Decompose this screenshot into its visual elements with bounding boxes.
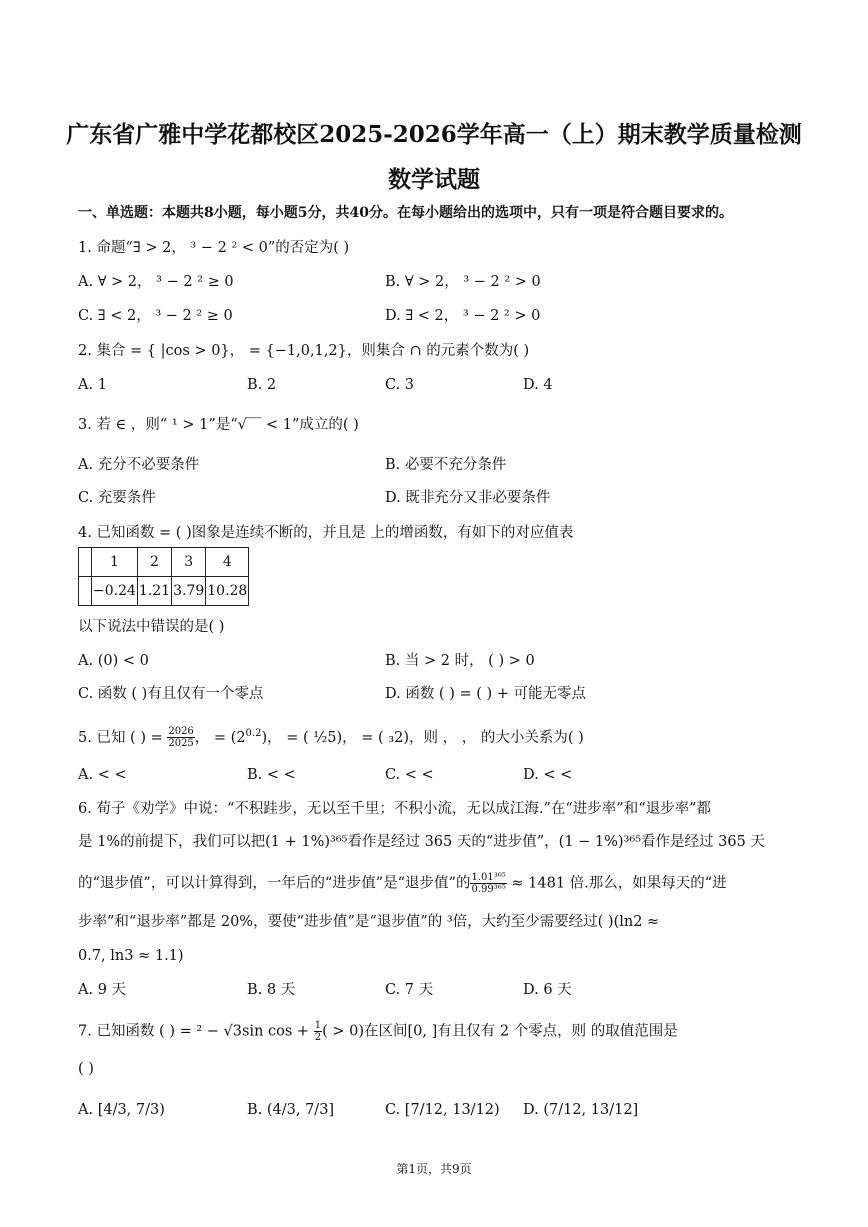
q1-option-c: C. ∃ < 2， ³ − 2 ² ≥ 0 bbox=[78, 308, 233, 324]
question-2-stem: 2. 集合 = { |cos > 0}， = {−1,0,1,2}，则集合 ∩ 的元素个数为( ) bbox=[78, 343, 530, 359]
q1-option-d: D. ∃ < 2， ³ − 2 ² > 0 bbox=[385, 308, 541, 324]
q5-option-a: A. < < bbox=[78, 767, 127, 783]
table-cell bbox=[79, 548, 92, 577]
page-footer: 第1页，共9页 bbox=[396, 1162, 472, 1176]
q4-option-a: A. (0) < 0 bbox=[78, 653, 149, 669]
table-cell: 1.21 bbox=[137, 577, 171, 606]
q5-stem-part: 5. 已知 ( ) = bbox=[78, 729, 168, 746]
q3-option-c: C. 充要条件 bbox=[78, 490, 156, 506]
q4-option-d: D. 函数 ( ) = ( ) + 可能无零点 bbox=[385, 686, 587, 702]
q1-option-b: B. ∀ > 2， ³ − 2 ² > 0 bbox=[385, 274, 541, 290]
q2-option-b: B. 2 bbox=[247, 377, 277, 393]
q7-fraction bbox=[314, 1020, 322, 1043]
table-cell: 10.28 bbox=[206, 577, 249, 606]
q7-text: ( > 0)在区间[0, ]有且仅有 2 个零点，则 的取值范围是 bbox=[322, 1023, 678, 1040]
value-table bbox=[78, 547, 249, 606]
q6-option-d: D. 6 天 bbox=[523, 982, 572, 998]
table-cell: −0.24 bbox=[92, 577, 138, 606]
exam-subtitle: 数学试题 bbox=[388, 166, 480, 193]
q6-text: ≈ 1481 倍.那么，如果每天的“进 bbox=[506, 875, 727, 892]
question-6-line: 是 1%的前提下，我们可以把(1 + 1%)³⁶⁵看作是经过 365 天的“进步值”，(1 − 1%)³⁶⁵看作是经过 365 天 bbox=[78, 834, 765, 850]
question-5-stem bbox=[78, 724, 584, 749]
q5-stem-part: ， = (2 bbox=[194, 729, 246, 746]
table-row bbox=[79, 577, 249, 606]
q5-exponent: 0.2 bbox=[245, 728, 262, 739]
table-cell: 3 bbox=[172, 548, 206, 577]
q6-fraction bbox=[470, 872, 506, 895]
fraction-numerator: 1.01³⁶⁵ bbox=[471, 872, 506, 883]
q5-fraction bbox=[167, 726, 194, 749]
q7-option-d: D. (7/12, 13/12] bbox=[523, 1102, 639, 1118]
question-7-stem bbox=[78, 1020, 678, 1043]
section-heading: 一、单选题：本题共8小题，每小题5分，共40分。在每小题给出的选项中，只有一项是符合题目要求的。 bbox=[78, 205, 733, 221]
question-3-stem: 3. 若 ∈ ，则“ ¹ > 1”是“√‾‾ < 1”成立的( ) bbox=[78, 417, 359, 433]
question-6-line: 0.7, ln3 ≈ 1.1) bbox=[78, 948, 184, 964]
q7-option-b: B. (4/3, 7/3] bbox=[247, 1102, 335, 1118]
q5-stem-part: )， = ( ½5)， = ( ₃2)，则 ， ， 的大小关系为( ) bbox=[261, 729, 584, 746]
q6-text: 的“退步值”，可以计算得到，一年后的“进步值”是“退步值”的 bbox=[78, 875, 471, 892]
q3-option-a: A. 充分不必要条件 bbox=[78, 457, 200, 473]
q4-option-b: B. 当 > 2 时， ( ) > 0 bbox=[385, 653, 535, 669]
table-cell: 2 bbox=[137, 548, 171, 577]
q6-option-c: C. 7 天 bbox=[385, 982, 434, 998]
exam-title: 广东省广雅中学花都校区2025-2026学年高一（上）期末教学质量检测 bbox=[66, 121, 802, 148]
question-4-sub: 以下说法中错误的是( ) bbox=[78, 619, 225, 635]
question-1-stem: 1. 命题“∃ > 2， ³ − 2 ² < 0”的否定为( ) bbox=[78, 240, 350, 256]
fraction-denominator: 2025 bbox=[168, 738, 194, 750]
q2-option-c: C. 3 bbox=[385, 377, 415, 393]
q3-option-d: D. 既非充分又非必要条件 bbox=[385, 490, 551, 506]
q4-option-c: C. 函数 ( )有且仅有一个零点 bbox=[78, 686, 264, 702]
q5-option-d: D. < < bbox=[523, 767, 573, 783]
fraction-denominator: 0.99³⁶⁵ bbox=[471, 884, 506, 895]
table-cell: 1 bbox=[92, 548, 138, 577]
q6-option-b: B. 8 天 bbox=[247, 982, 296, 998]
fraction-numerator: 2026 bbox=[168, 726, 194, 738]
q2-option-d: D. 4 bbox=[523, 377, 553, 393]
table-cell bbox=[79, 577, 92, 606]
table-row bbox=[79, 548, 249, 577]
q5-option-b: B. < < bbox=[247, 767, 296, 783]
fraction-denominator: 2 bbox=[314, 1032, 322, 1043]
question-6-line: 6. 荀子《劝学》中说：“不积跬步，无以至千里；不积小流，无以成江海.”在“进步率”和“退步率”都 bbox=[78, 801, 712, 817]
question-6-line: 步率”和“退步率”都是 20%，要使“进步值”是“退步值”的 ³倍，大约至少需要经过( )(ln2 ≈ bbox=[78, 914, 660, 930]
question-7-paren: ( ) bbox=[78, 1061, 94, 1077]
q5-option-c: C. < < bbox=[385, 767, 434, 783]
question-4-stem: 4. 已知函数 = ( )图象是连续不断的，并且是 上的增函数，有如下的对应值表 bbox=[78, 525, 574, 541]
q1-option-a: A. ∀ > 2， ³ − 2 ² ≥ 0 bbox=[78, 274, 234, 290]
table-cell: 3.79 bbox=[172, 577, 206, 606]
fraction-numerator: 1 bbox=[314, 1020, 322, 1031]
question-6-line bbox=[78, 872, 727, 895]
table-cell: 4 bbox=[206, 548, 249, 577]
q3-option-b: B. 必要不充分条件 bbox=[385, 457, 507, 473]
q2-option-a: A. 1 bbox=[78, 377, 107, 393]
q7-text: 7. 已知函数 ( ) = ² − √3sin cos + bbox=[78, 1023, 314, 1040]
q7-option-c: C. [7/12, 13/12) bbox=[385, 1102, 500, 1118]
q7-option-a: A. [4/3, 7/3) bbox=[78, 1102, 165, 1118]
q6-option-a: A. 9 天 bbox=[78, 982, 127, 998]
